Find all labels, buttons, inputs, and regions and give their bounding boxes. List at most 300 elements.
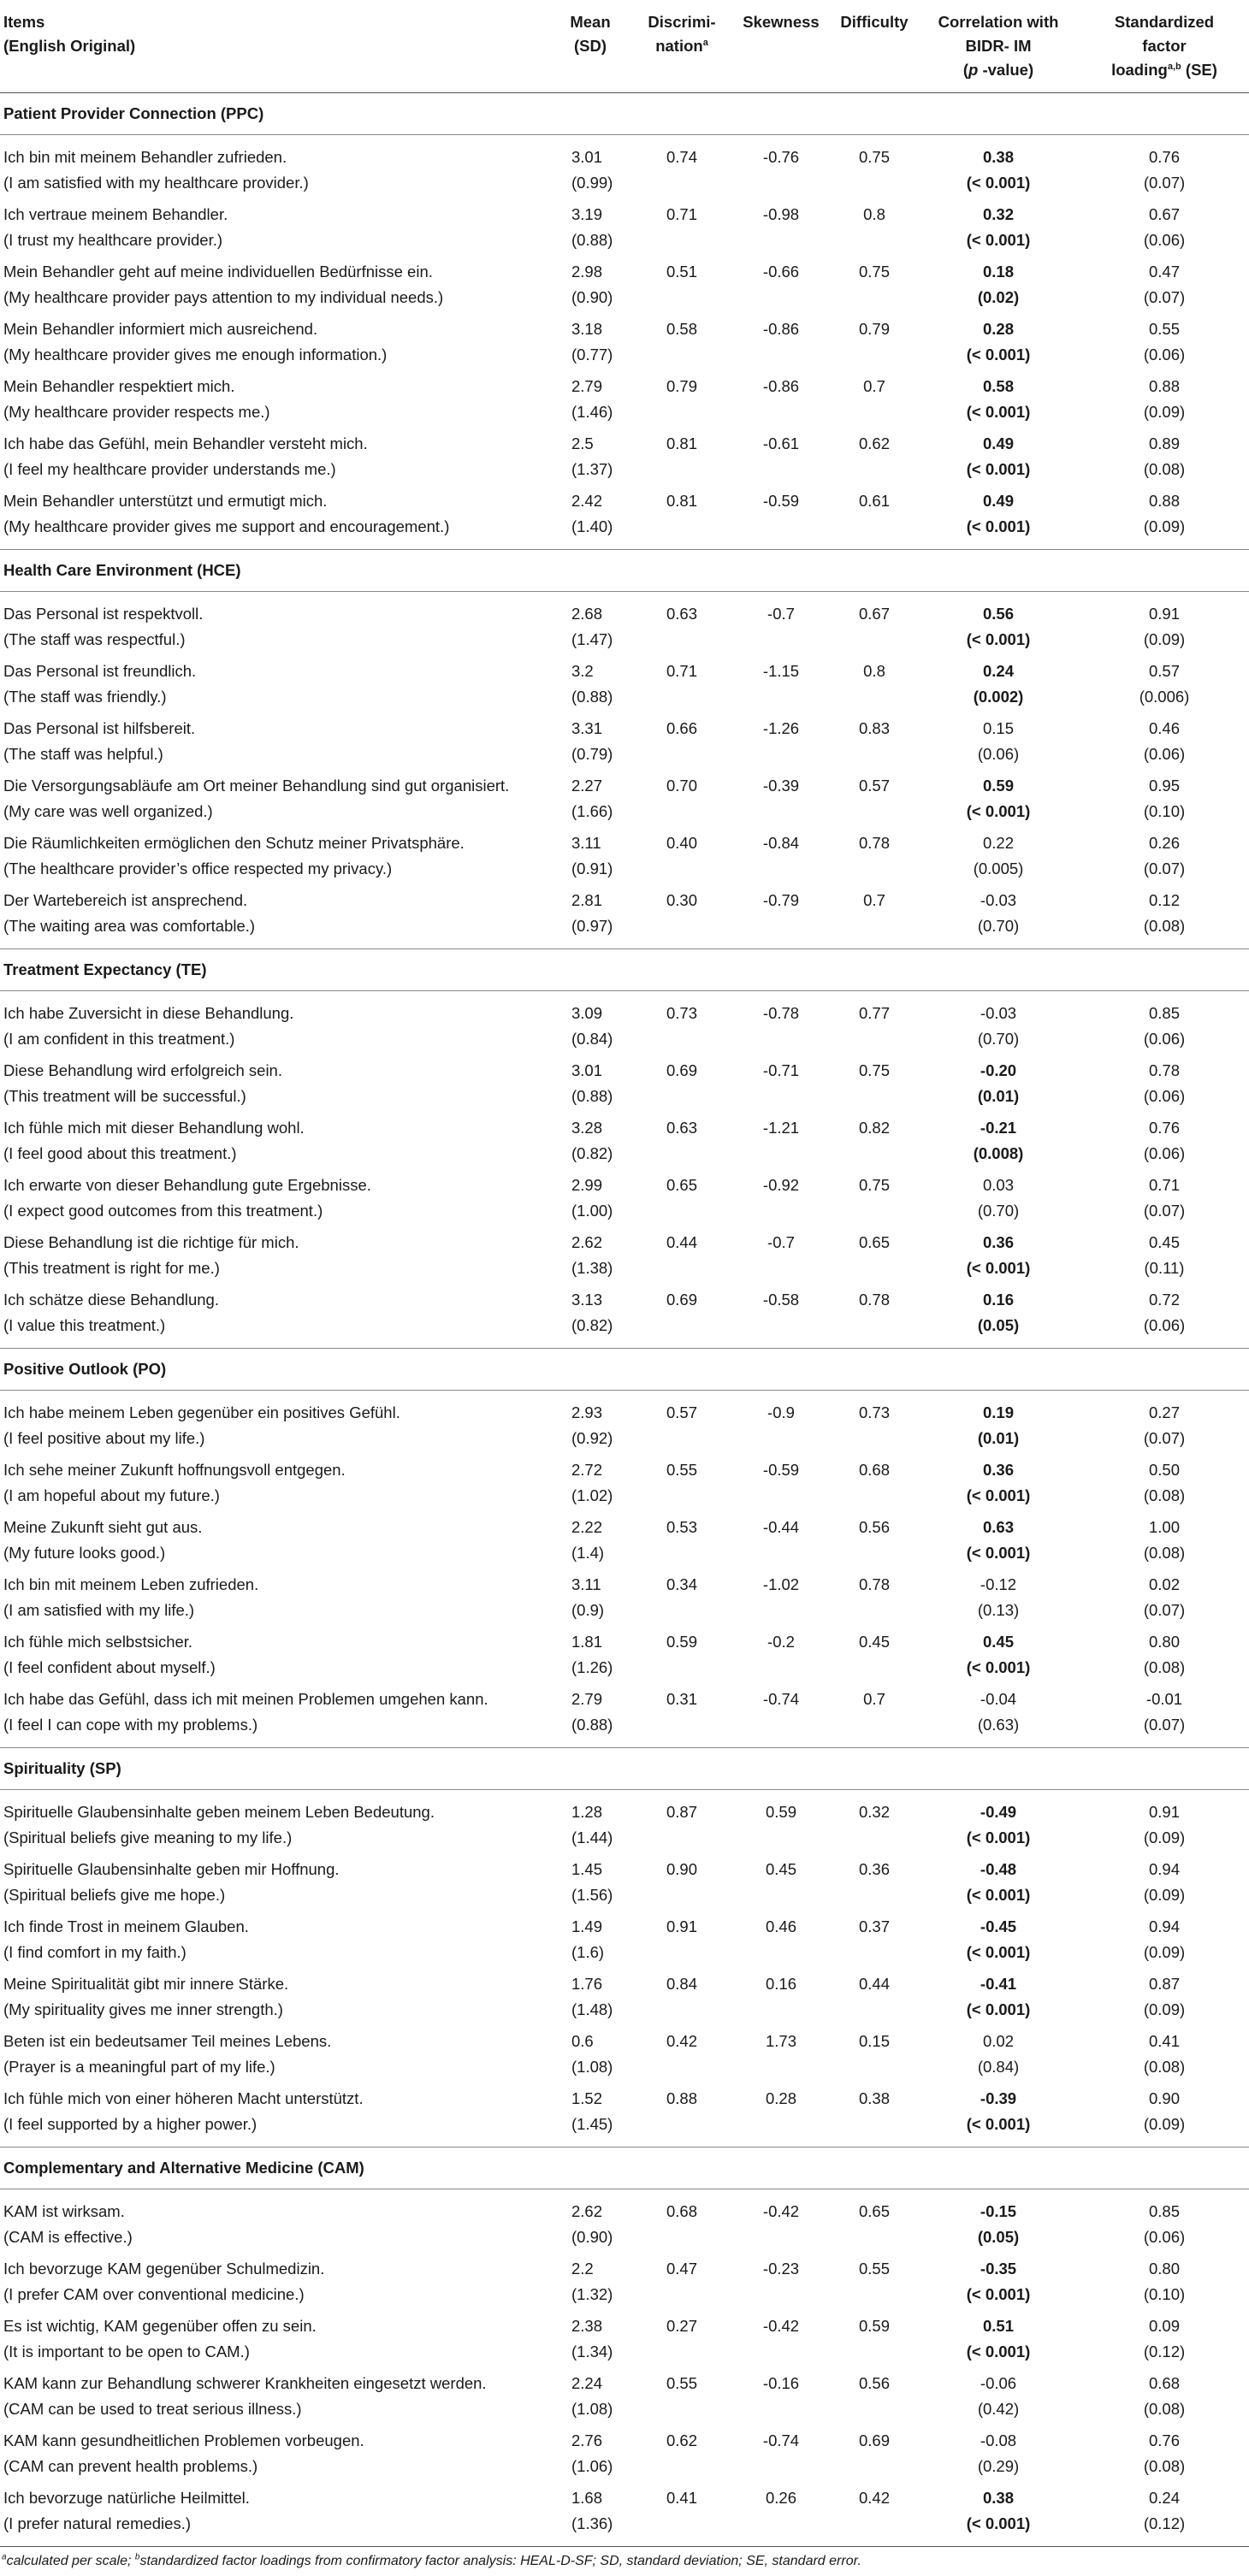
se-value: (0.07) [1143,174,1186,192]
header-difficulty: Difficulty [832,0,917,93]
mean-cell [548,1057,633,1114]
correlation-value: -0.41 [980,1975,1017,1993]
se-value: (0.08) [1143,2457,1186,2475]
mean-cell [548,1628,633,1686]
correlation-cell [917,1172,1080,1229]
item-text [0,2484,548,2546]
mean-value: 2.99 [571,1176,603,1194]
sd-value: (1.47) [571,630,613,648]
correlation-value: -0.08 [980,2431,1017,2449]
sd-value: (1.00) [571,1202,613,1220]
difficulty-cell [832,1913,917,1970]
difficulty-cell [832,1114,917,1172]
item-english: (I expect good outcomes from this treatment.) [3,1202,323,1220]
section-header-row [0,2148,1249,2189]
item-german: Diese Behandlung wird erfolgreich sein. [3,1061,282,1079]
table-row [0,1790,1249,1857]
difficulty-value: 0.61 [858,492,890,510]
skewness-cell [731,658,832,715]
correlation-cell [917,258,1080,316]
discrimination-cell [633,135,731,202]
table-row [0,830,1249,887]
correlation-cell [917,487,1080,550]
correlation-cell [917,1628,1080,1686]
table-row [0,1286,1249,1349]
table-row [0,135,1249,202]
difficulty-value: 0.75 [858,1176,890,1194]
difficulty-cell [832,487,917,550]
p-value: (< 0.001) [966,1259,1031,1277]
mean-value: 2.79 [571,1690,603,1708]
difficulty-value: 0.82 [858,1119,890,1137]
item-german: Ich bevorzuge KAM gegenüber Schulmedizin. [3,2260,325,2278]
item-english: (Spiritual beliefs give me hope.) [3,1886,226,1904]
correlation-cell [917,658,1080,715]
item-text [0,1286,548,1349]
table-row [0,1172,1249,1229]
item-english: (It is important to be open to CAM.) [3,2343,250,2360]
difficulty-value: 0.68 [858,1461,890,1479]
correlation-value: 0.38 [982,148,1014,166]
skewness-cell [731,135,832,202]
item-german: Ich fühle mich mit dieser Behandlung wohl. [3,1119,305,1137]
table-body [0,93,1249,2547]
loading-value: 0.85 [1148,2202,1180,2220]
item-english: (CAM can be used to treat serious illness.) [3,2400,302,2418]
sd-value: (1.44) [571,1829,613,1846]
item-text [0,1514,548,1571]
item-german: Ich habe Zuversicht in diese Behandlung. [3,1004,294,1022]
discrimination-value: 0.55 [666,1461,697,1479]
header-factor-loading: Standardized factor loading$^{a,b}$ (SE) [1080,0,1249,93]
difficulty-cell [832,1790,917,1857]
se-value: (0.08) [1143,460,1186,478]
discrimination-value: 0.81 [666,492,697,510]
skewness-cell [731,201,832,258]
discrimination-value: 0.57 [666,1403,697,1421]
loading-value: 0.72 [1148,1291,1180,1309]
discrimination-cell [633,201,731,258]
p-value: (< 0.001) [966,1829,1031,1846]
skewness-cell [731,1286,832,1349]
p-value: (< 0.001) [966,231,1031,249]
difficulty-cell [832,2313,917,2370]
correlation-value: 0.36 [982,1461,1014,1479]
factor-loading-cell [1080,830,1249,887]
se-value: (0.12) [1143,2343,1186,2360]
correlation-value: 0.49 [982,434,1014,452]
p-value: (< 0.001) [966,1943,1031,1961]
item-english: (I feel confident about myself.) [3,1658,216,1676]
difficulty-value: 0.62 [858,434,890,452]
p-value: (< 0.001) [966,1486,1031,1504]
discrimination-cell [633,991,731,1058]
difficulty-value: 0.79 [858,320,890,338]
factor-loading-cell [1080,1686,1249,1748]
p-value: (< 0.001) [966,174,1031,192]
correlation-cell [917,2189,1080,2256]
mean-value: 2.93 [571,1403,603,1421]
loading-value: 0.94 [1148,1917,1180,1935]
correlation-value: 0.45 [982,1633,1014,1651]
factor-loading-cell [1080,2189,1249,2256]
item-text [0,1913,548,1970]
discrimination-value: 0.91 [666,1917,697,1935]
skewness-value: -0.16 [762,2374,800,2392]
factor-loading-cell [1080,2085,1249,2148]
correlation-value: 0.18 [982,263,1014,281]
mean-value: 1.28 [571,1803,603,1821]
difficulty-cell [832,2189,917,2256]
item-german: Ich habe das Gefühl, mein Behandler versteht mich. [3,434,368,452]
correlation-cell [917,1686,1080,1748]
difficulty-cell [832,1391,917,1457]
item-text [0,1686,548,1748]
difficulty-cell [832,772,917,830]
se-value: (0.09) [1143,2000,1186,2018]
correlation-value: 0.59 [982,777,1014,795]
correlation-cell [917,1571,1080,1628]
loading-value: 0.46 [1148,719,1180,737]
discrimination-cell [633,1114,731,1172]
correlation-value: 0.38 [982,2489,1014,2507]
item-text [0,715,548,772]
item-text [0,135,548,202]
p-value: (< 0.001) [966,346,1031,363]
p-value: (0.02) [977,288,1020,306]
correlation-value: -0.03 [980,891,1017,909]
difficulty-value: 0.56 [858,2374,890,2392]
skewness-cell [731,2028,832,2085]
item-text [0,1229,548,1286]
skewness-value: -0.39 [762,777,800,795]
se-value: (0.08) [1143,917,1186,935]
discrimination-value: 0.31 [666,1690,697,1708]
item-text [0,2189,548,2256]
correlation-cell [917,1790,1080,1857]
mean-cell [548,1970,633,2028]
sd-value: (0.90) [571,288,613,306]
p-value: (< 0.001) [966,1886,1031,1904]
item-text [0,991,548,1058]
skewness-cell [731,316,832,373]
table-row [0,1514,1249,1571]
correlation-cell [917,316,1080,373]
mean-value: 3.31 [571,719,603,737]
item-text [0,1391,548,1457]
table-row [0,1628,1249,1686]
correlation-cell [917,1514,1080,1571]
sd-value: (1.34) [571,2343,613,2360]
skewness-value: -1.26 [762,719,800,737]
difficulty-value: 0.83 [858,719,890,737]
header-items: Items (English Original) [0,0,548,93]
mean-cell [548,715,633,772]
difficulty-cell [832,1571,917,1628]
skewness-cell [731,373,832,430]
sd-value: (1.08) [571,2058,613,2076]
skewness-cell [731,2313,832,2370]
discrimination-value: 0.30 [666,891,697,909]
discrimination-value: 0.73 [666,1004,697,1022]
skewness-value: -0.92 [762,1176,800,1194]
mean-cell [548,658,633,715]
factor-loading-cell [1080,658,1249,715]
discrimination-cell [633,887,731,949]
discrimination-value: 0.65 [666,1176,697,1194]
correlation-value: -0.12 [980,1575,1017,1593]
discrimination-value: 0.90 [666,1860,697,1878]
correlation-cell [917,1970,1080,2028]
correlation-cell [917,201,1080,258]
difficulty-value: 0.42 [858,2489,890,2507]
se-value: (0.07) [1143,860,1186,877]
correlation-value: -0.06 [980,2374,1017,2392]
table-row [0,2085,1249,2148]
table-row [0,1686,1249,1748]
factor-loading-cell [1080,1970,1249,2028]
loading-value: 0.85 [1148,1004,1180,1022]
correlation-value: -0.03 [980,1004,1017,1022]
loading-value: -0.01 [1145,1690,1183,1708]
discrimination-cell [633,1790,731,1857]
correlation-value: 0.63 [982,1518,1014,1536]
item-text [0,1628,548,1686]
discrimination-cell [633,2313,731,2370]
item-text [0,258,548,316]
difficulty-cell [832,1686,917,1748]
item-text [0,2255,548,2313]
difficulty-cell [832,2484,917,2546]
sd-value: (1.56) [571,1886,613,1904]
loading-value: 0.68 [1148,2374,1180,2392]
mean-value: 3.01 [571,148,603,166]
difficulty-value: 0.7 [863,891,885,909]
mean-value: 2.72 [571,1461,603,1479]
skewness-cell [731,1571,832,1628]
discrimination-value: 0.68 [666,2202,697,2220]
factor-loading-cell [1080,201,1249,258]
correlation-value: 0.15 [982,719,1014,737]
mean-value: 2.81 [571,891,603,909]
factor-loading-cell [1080,373,1249,430]
discrimination-cell [633,2370,731,2427]
skewness-cell [731,258,832,316]
skewness-cell [731,1114,832,1172]
correlation-cell [917,1286,1080,1349]
discrimination-cell [633,592,731,659]
skewness-value: 0.16 [765,1975,796,1993]
p-value: (0.05) [977,2228,1020,2246]
item-german: Die Räumlichkeiten ermöglichen den Schutz meiner Privatsphäre. [3,834,465,852]
loading-value: 0.27 [1148,1403,1180,1421]
skewness-cell [731,592,832,659]
discrimination-cell [633,316,731,373]
item-german: Ich bin mit meinem Behandler zufrieden. [3,148,287,166]
section-header-row [0,1748,1249,1790]
discrimination-value: 0.63 [666,605,697,623]
discrimination-value: 0.69 [666,1061,697,1079]
item-text [0,2028,548,2085]
skewness-cell [731,430,832,487]
skewness-value: -0.66 [762,263,800,281]
item-text [0,592,548,659]
mean-cell [548,2085,633,2148]
discrimination-value: 0.84 [666,1975,697,1993]
item-german: Mein Behandler respektiert mich. [3,377,235,395]
discrimination-cell [633,1628,731,1686]
discrimination-cell [633,2189,731,2256]
difficulty-cell [832,1229,917,1286]
item-text [0,2427,548,2484]
item-german: Ich fühle mich von einer höheren Macht unterstützt. [3,2089,364,2107]
skewness-cell [731,2427,832,2484]
mean-value: 2.98 [571,263,603,281]
item-text [0,2085,548,2148]
difficulty-value: 0.65 [858,2202,890,2220]
sd-value: (1.32) [571,2285,613,2303]
correlation-cell [917,1913,1080,1970]
discrimination-cell [633,487,731,550]
item-english: (I am hopeful about my future.) [3,1486,220,1504]
table-row [0,2189,1249,2256]
p-value: (0.002) [973,688,1024,706]
p-value: (< 0.001) [966,403,1031,421]
item-german: Beten ist ein bedeutsamer Teil meines Lebens. [3,2032,332,2050]
difficulty-cell [832,201,917,258]
correlation-value: -0.35 [980,2260,1017,2278]
p-value: (0.63) [977,1716,1020,1734]
item-text [0,658,548,715]
item-german: Ich finde Trost in meinem Glauben. [3,1917,249,1935]
item-german: Ich fühle mich selbstsicher. [3,1633,193,1651]
sd-value: (0.77) [571,346,613,363]
table-row [0,2370,1249,2427]
se-value: (0.09) [1143,1829,1186,1846]
item-german: Der Wartebereich ist ansprechend. [3,891,248,909]
mean-value: 3.11 [571,1575,601,1593]
p-value: (0.70) [977,1030,1020,1048]
difficulty-cell [832,658,917,715]
factor-loading-cell [1080,1790,1249,1857]
difficulty-cell [832,316,917,373]
correlation-cell [917,887,1080,949]
se-value: (0.10) [1143,2285,1186,2303]
correlation-cell [917,1057,1080,1114]
table-row [0,1571,1249,1628]
discrimination-cell [633,830,731,887]
discrimination-cell [633,1856,731,1913]
item-english: (I am satisfied with my healthcare provider.) [3,174,309,192]
sd-value: (1.66) [571,802,613,820]
table-row [0,2427,1249,2484]
discrimination-value: 0.70 [666,777,697,795]
mean-value: 3.18 [571,320,603,338]
header-discrimination: Discrimi- nation$^a$ [633,0,731,93]
sd-value: (0.99) [571,174,613,192]
item-german: Ich erwarte von dieser Behandlung gute Ergebnisse. [3,1176,371,1194]
mean-cell [548,991,633,1058]
table-row [0,201,1249,258]
skewness-value: -0.84 [762,834,800,852]
item-english: (The staff was friendly.) [3,688,167,706]
correlation-cell [917,2313,1080,2370]
mean-cell [548,373,633,430]
skewness-cell [731,487,832,550]
correlation-cell [917,2370,1080,2427]
mean-cell [548,1456,633,1514]
mean-value: 1.76 [571,1975,603,1993]
loading-value: 0.02 [1148,1575,1180,1593]
discrimination-cell [633,1286,731,1349]
se-value: (0.07) [1143,1601,1186,1619]
item-english: (I feel supported by a higher power.) [3,2115,257,2133]
mean-value: 1.81 [571,1633,603,1651]
mean-cell [548,2427,633,2484]
table-row [0,772,1249,830]
sd-value: (1.36) [571,2514,613,2532]
skewness-value: 1.73 [765,2032,796,2050]
skewness-cell [731,1970,832,2028]
factor-loading-cell [1080,430,1249,487]
table-row [0,1970,1249,2028]
difficulty-cell [832,2427,917,2484]
item-text [0,1790,548,1857]
skewness-value: -0.2 [767,1633,795,1651]
difficulty-value: 0.69 [858,2431,890,2449]
difficulty-value: 0.77 [858,1004,890,1022]
loading-value: 0.55 [1148,320,1180,338]
sd-value: (1.4) [571,1544,605,1562]
difficulty-cell [832,1172,917,1229]
table-row [0,1856,1249,1913]
discrimination-cell [633,772,731,830]
difficulty-cell [832,1628,917,1686]
p-value: (< 0.001) [966,630,1031,648]
p-value: (0.70) [977,917,1020,935]
sd-value: (1.26) [571,1658,613,1676]
loading-value: 0.89 [1148,434,1180,452]
mean-value: 3.01 [571,1061,603,1079]
correlation-value: 0.49 [982,492,1014,510]
discrimination-value: 0.59 [666,1633,697,1651]
correlation-value: 0.02 [982,2032,1014,2050]
factor-loading-cell [1080,2255,1249,2313]
p-value: (< 0.001) [966,2115,1031,2133]
loading-value: 0.88 [1148,377,1180,395]
item-english: (I prefer CAM over conventional medicine.) [3,2285,305,2303]
correlation-value: -0.21 [980,1119,1017,1137]
mean-cell [548,1913,633,1970]
factor-loading-cell [1080,135,1249,202]
loading-value: 0.12 [1148,891,1180,909]
difficulty-cell [832,1970,917,2028]
item-text [0,1571,548,1628]
table-row [0,658,1249,715]
mean-value: 3.2 [571,662,594,680]
discrimination-cell [633,430,731,487]
discrimination-cell [633,2085,731,2148]
discrimination-cell [633,258,731,316]
header-skewness: Skewness [731,0,832,93]
factor-loading-cell [1080,1286,1249,1349]
difficulty-cell [832,430,917,487]
correlation-value: -0.39 [980,2089,1017,2107]
discrimination-cell [633,1686,731,1748]
discrimination-cell [633,1514,731,1571]
item-german: Spirituelle Glaubensinhalte geben mir Hoffnung. [3,1860,340,1878]
se-value: (0.09) [1143,1886,1186,1904]
